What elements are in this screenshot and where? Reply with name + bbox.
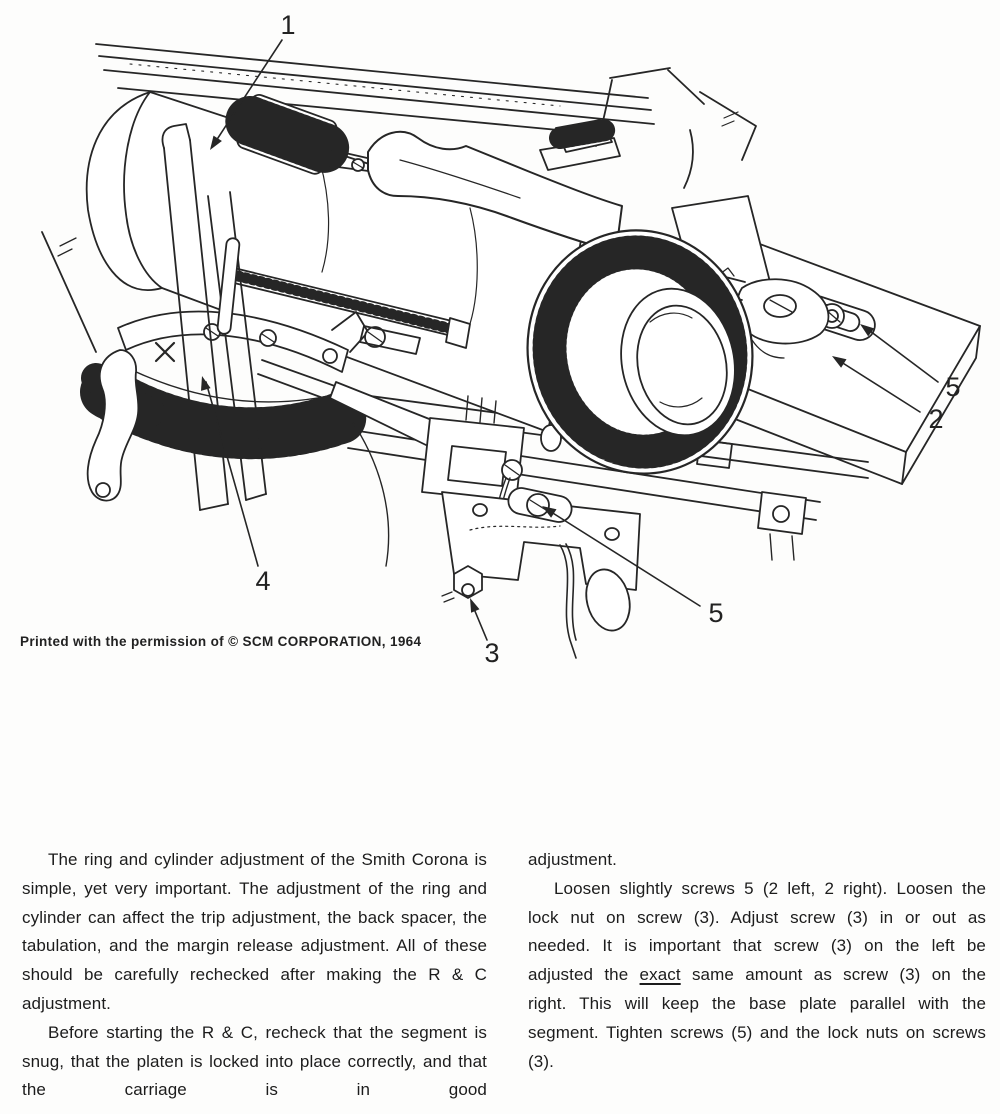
callout-5-top: 5: [945, 372, 961, 402]
paragraph-loosen-screws-part1: Loosen slightly screws 5 (2 left, 2 right). Loosen the lock nut on screw (3). Adjust screw (3) in or out as needed. It is important that screw (3) on the left be adjusted the: [528, 878, 986, 985]
paragraph-loosen-screws: [528, 875, 986, 1077]
paragraph-loosen-screws-part2: same amount as screw (3) on the right. This will keep the base plate parallel with the segment. Tighten screws (5) and the lock nuts on screws (3).: [528, 965, 986, 1071]
credit-line: Printed with the permission of © SCM CORPORATION, 1964: [20, 634, 422, 649]
underlined-word-exact: exact: [639, 965, 681, 985]
ribbed-stop-block: [540, 120, 620, 170]
paragraph-continuation: adjustment.: [528, 850, 617, 869]
frame-outline-upper-right: [596, 68, 756, 188]
callout-5-bottom: 5: [708, 598, 724, 628]
callout-1: 1: [280, 10, 296, 40]
callout-3: 3: [484, 638, 500, 668]
text-column-left: [22, 846, 487, 1105]
paragraph-ring-cylinder-intro: The ring and cylinder adjustment of the Smith Corona is simple, yet very important. The adjustment of the ring and cylinder can affect the trip adjustment, the back spacer, the tabulation, and the margin release adjustment. All of these should be carefully rechecked after making the R & C adjustment.: [22, 850, 487, 1013]
paragraph-before-starting: Before starting the R & C, recheck that the segment is snug, that the platen is locked into place correctly, and that the carriage is in good: [22, 1022, 487, 1100]
text-column-right: [528, 846, 986, 1076]
callout-4: 4: [255, 566, 271, 596]
type-segment: [96, 312, 389, 566]
callout-2: 2: [928, 404, 944, 434]
